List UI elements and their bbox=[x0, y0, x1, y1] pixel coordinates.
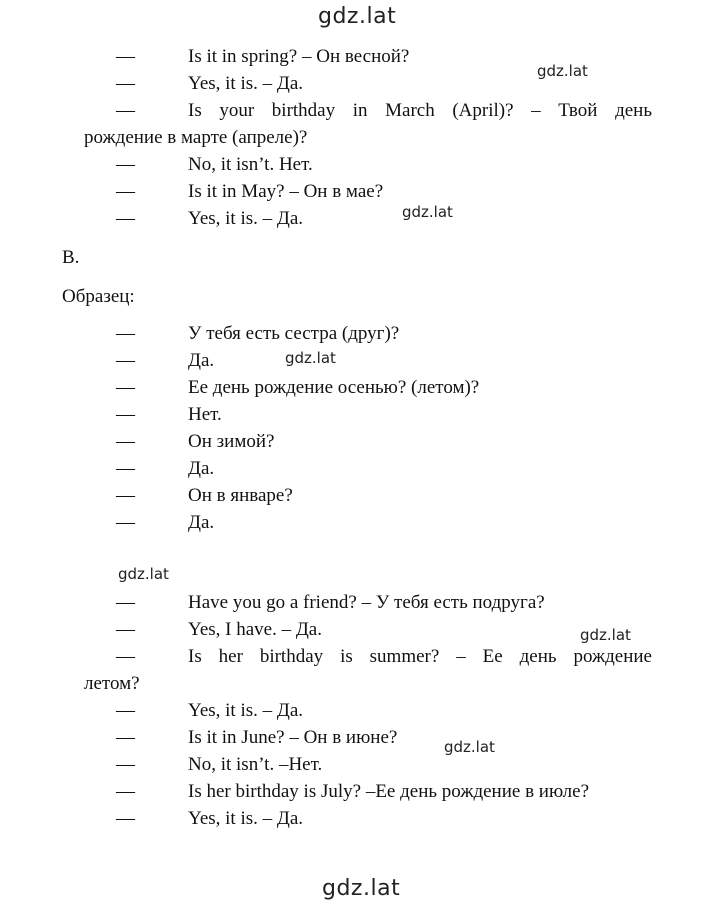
dash: — bbox=[116, 700, 135, 721]
dash: — bbox=[116, 73, 135, 94]
dash: — bbox=[116, 808, 135, 829]
watermark: gdz.lat bbox=[537, 62, 588, 80]
line-text: Is her birthday is July? –Ее день рождение в июле? bbox=[188, 781, 590, 802]
dash: — bbox=[116, 181, 135, 202]
watermark: gdz.lat bbox=[118, 565, 169, 583]
dash: — bbox=[116, 431, 135, 452]
dash: — bbox=[116, 781, 135, 802]
line-text: No, it isn’t. Нет. bbox=[188, 154, 313, 175]
watermark-top: gdz.lat bbox=[318, 4, 397, 29]
dash: — bbox=[116, 46, 135, 67]
dash: — bbox=[116, 754, 135, 775]
watermark: gdz.lat bbox=[444, 738, 495, 756]
line-text: Да. bbox=[188, 350, 215, 371]
dash: — bbox=[116, 646, 135, 667]
line-text: Yes, it is. – Да. bbox=[188, 808, 304, 829]
dash: — bbox=[116, 512, 135, 533]
watermark: gdz.lat bbox=[285, 349, 336, 367]
line-text: Да. bbox=[188, 458, 215, 479]
line-text: Да. bbox=[188, 512, 215, 533]
line-text: Он в январе? bbox=[188, 485, 293, 506]
line-text: Yes, it is. – Да. bbox=[188, 208, 304, 229]
dash: — bbox=[116, 350, 135, 371]
watermark: gdz.lat bbox=[402, 203, 453, 221]
watermark: gdz.lat bbox=[580, 626, 631, 644]
dash: — bbox=[116, 323, 135, 344]
line-text: Нет. bbox=[188, 404, 222, 425]
line-text: Yes, it is. – Да. bbox=[188, 700, 304, 721]
sample-label: Образец: bbox=[62, 286, 135, 307]
line-text: Ее день рождение осенью? (летом)? bbox=[188, 377, 480, 398]
line-text: No, it isn’t. –Нет. bbox=[188, 754, 323, 775]
line-text: Is it in June? – Он в июне? bbox=[188, 727, 398, 748]
line-text: Yes, I have. – Да. bbox=[188, 619, 322, 640]
line-text-justified: Is your birthday in March (April)? – Твой день bbox=[188, 100, 652, 121]
dash: — bbox=[116, 727, 135, 748]
line-text: Have you go a friend? – У тебя есть подруга? bbox=[188, 592, 545, 613]
dash: — bbox=[116, 154, 135, 175]
watermark-bottom: gdz.lat bbox=[322, 876, 401, 901]
dash: — bbox=[116, 208, 135, 229]
dash: — bbox=[116, 404, 135, 425]
dash: — bbox=[116, 485, 135, 506]
dash: — bbox=[116, 100, 135, 121]
line-text: Он зимой? bbox=[188, 431, 275, 452]
line-text-justified: Is her birthday is summer? – Ее день рождение bbox=[188, 646, 652, 667]
dash: — bbox=[116, 458, 135, 479]
line-text: У тебя есть сестра (друг)? bbox=[188, 323, 400, 344]
line-text: Yes, it is. – Да. bbox=[188, 73, 304, 94]
dash: — bbox=[116, 592, 135, 613]
dash: — bbox=[116, 377, 135, 398]
line-text: Is it in spring? – Он весной? bbox=[188, 46, 410, 67]
line-continuation: рождение в марте (апреле)? bbox=[84, 127, 308, 148]
line-continuation: летом? bbox=[84, 673, 140, 694]
dash: — bbox=[116, 619, 135, 640]
section-label: B. bbox=[62, 247, 80, 268]
line-text: Is it in May? – Он в мае? bbox=[188, 181, 384, 202]
